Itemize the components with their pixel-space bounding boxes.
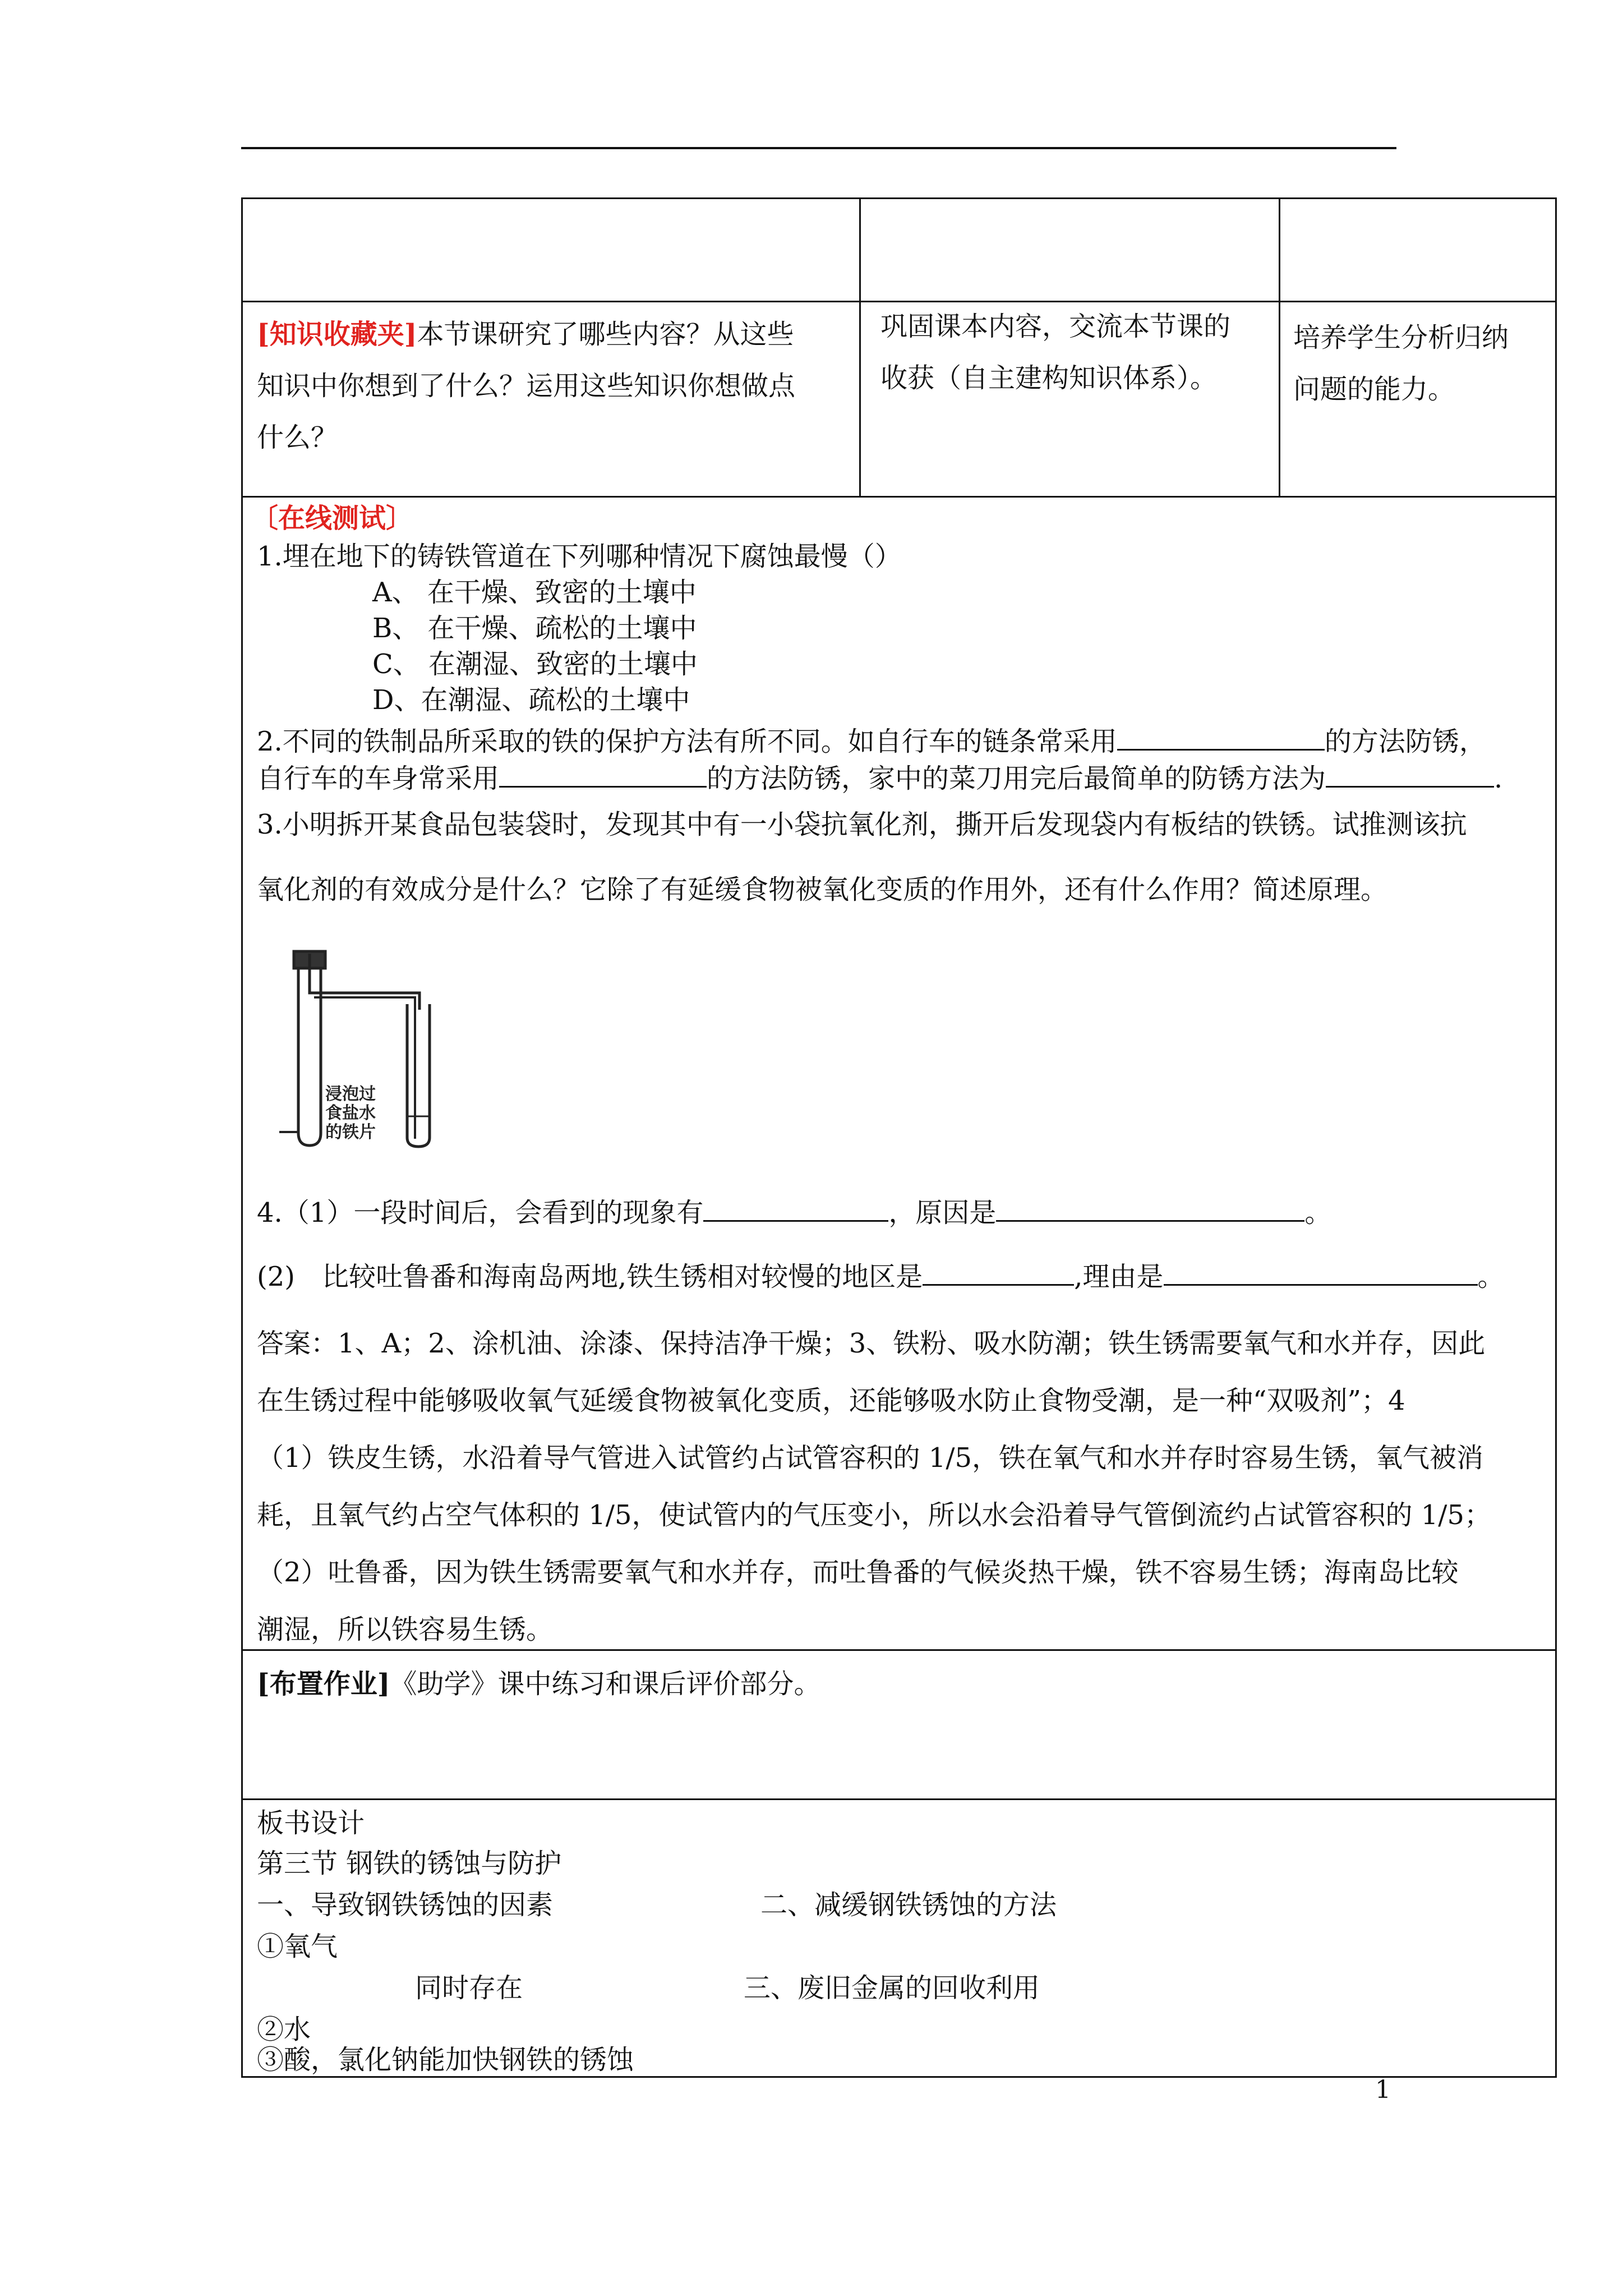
row-divider-2 [241, 496, 1557, 498]
summary-line-3: 什么？ [257, 422, 338, 453]
col-divider-1 [859, 197, 861, 497]
q4-part1 [257, 1187, 1331, 1239]
q4-blank-4 [1164, 1259, 1478, 1286]
q2-part1: 2.不同的铁制品所采取的铁的保护方法有所不同。如自行车的链条常采用 [257, 726, 1117, 757]
summary-col3 [1293, 312, 1509, 415]
answer-line-4: 耗，且氧气约占空气体积的 1/5，使试管内的气压变小，所以水会沿着导气管倒流约占试管容积的 1/5； [257, 1499, 1492, 1531]
summary-line-1: 本节课研究了哪些内容？从这些 [417, 319, 794, 350]
q1-option-a: A、 在干燥、致密的土壤中 [372, 577, 697, 608]
answer-line-5: （2）吐鲁番，因为铁生锈需要氧气和水并存，而吐鲁番的气候炎热干燥，铁不容易生锈；海南岛比较 [257, 1557, 1459, 1588]
q2-blank-3 [1326, 761, 1494, 788]
col-divider-2 [1279, 197, 1280, 497]
row-divider-4 [241, 1798, 1557, 1800]
board-oxygen: ①氧气 [257, 1931, 338, 1962]
q4-p1-b: ，原因是 [888, 1197, 997, 1228]
q2-line-2 [257, 761, 1502, 797]
online-test-heading: 〔在线测试〕 [251, 503, 413, 534]
summary-col1 [257, 309, 795, 463]
summary-col3-line-1: 培养学生分析归纳 [1293, 322, 1509, 353]
q2-part2: 的方法防锈， [1324, 726, 1486, 757]
answer-line-3: （1）铁皮生锈，水沿着导气管进入试管约占试管容积的 1/5，铁在氧气和水并存时容易生锈，氧气被消 [257, 1442, 1484, 1474]
summary-col3-line-2: 问题的能力。 [1293, 374, 1455, 405]
apparatus-figure [275, 948, 460, 1150]
q4-blank-3 [923, 1259, 1074, 1286]
page-number: 1 [1375, 2076, 1391, 2104]
answer-line-2: 在生锈过程中能够吸收氧气延缓食物被氧化变质，还能够吸水防止食物受潮，是一种“双吸剂”；4 [257, 1385, 1405, 1416]
q4-p1-a: 4.（1）一段时间后，会看到的现象有 [257, 1197, 704, 1228]
homework-text: 《助学》课中练习和课后评价部分。 [390, 1668, 821, 1700]
q1-option-b: B、 在干燥、疏松的土壤中 [372, 613, 697, 644]
figure-label-line-1: 浸泡过 [325, 1084, 376, 1104]
board-item-1: 一、导致钢铁锈蚀的因素 [257, 1889, 554, 1921]
q1-option-d: D、在潮湿、疏松的土壤中 [372, 684, 690, 716]
homework-row [257, 1658, 820, 1710]
summary-line-2: 知识中你想到了什么？运用这些知识你想做点 [257, 370, 796, 402]
answer-line-1: 答案：1、A；2、涂机油、涂漆、保持洁净干燥；3、铁粉、吸水防潮；铁生锈需要氧气和水并存，因此 [257, 1328, 1486, 1359]
q4-blank-1 [703, 1195, 888, 1222]
q1-option-c: C、 在潮湿、致密的土壤中 [372, 648, 698, 680]
q4-p2-c: 。 [1477, 1261, 1505, 1292]
figure-label-line-2: 食盐水 [325, 1103, 376, 1123]
board-coexist: 同时存在 [415, 1972, 523, 2004]
board-item-2: 二、减缓钢铁锈蚀的方法 [760, 1889, 1057, 1921]
summary-col2-line-1: 巩固课本内容，交流本节课的 [880, 311, 1231, 342]
large-test-tube-icon [298, 968, 321, 1145]
q2-blank-2 [499, 761, 707, 788]
q2-blank-1 [1117, 724, 1325, 751]
q4-p2-a: (2) 比较吐鲁番和海南岛两地,铁生锈相对较慢的地区是 [257, 1261, 923, 1292]
summary-label: [知识收藏夹] [257, 319, 417, 350]
board-water: ②水 [257, 2014, 311, 2045]
q4-p2-b: ,理由是 [1074, 1261, 1164, 1292]
q1-stem: 1.埋在地下的铸铁管道在下列哪种情况下腐蚀最慢（） [257, 541, 902, 572]
q1-options [372, 574, 698, 718]
q2-part3: 自行车的车身常采用 [257, 763, 500, 794]
summary-col2-line-2: 收获（自主建构知识体系）。 [880, 362, 1218, 394]
board-acid: ③酸，氯化钠能加快钢铁的锈蚀 [257, 2044, 634, 2076]
q2-line-1 [257, 724, 1486, 760]
answer-block [257, 1315, 1491, 1658]
figure-label-line-3: 的铁片 [325, 1122, 376, 1142]
board-title: 板书设计 [257, 1807, 365, 1839]
q2-part5: . [1494, 763, 1503, 794]
board-section: 第三节 钢铁的锈蚀与防护 [257, 1848, 562, 1879]
homework-label: [布置作业] [257, 1668, 390, 1700]
q4-p1-c: 。 [1304, 1197, 1332, 1228]
answer-line-6: 潮湿，所以铁容易生锈。 [257, 1614, 554, 1645]
header-rule [241, 147, 1396, 149]
q3-line-1: 3.小明拆开某食品包装袋时，发现其中有一小袋抗氧化剂，撕开后发现袋内有板结的铁锈。试推测该抗 [257, 809, 1467, 840]
small-test-tube-icon [407, 1004, 430, 1147]
q3-text [257, 799, 1467, 915]
board-item-3: 三、废旧金属的回收利用 [744, 1972, 1040, 2004]
q4-part2 [257, 1251, 1505, 1303]
q3-line-2: 氧化剂的有效成分是什么？它除了有延缓食物被氧化变质的作用外，还有什么作用？简述原理。 [257, 874, 1388, 905]
q2-part4: 的方法防锈，家中的菜刀用完后最简单的防锈方法为 [707, 763, 1326, 794]
summary-col2 [880, 301, 1230, 404]
q4-blank-2 [996, 1195, 1304, 1222]
